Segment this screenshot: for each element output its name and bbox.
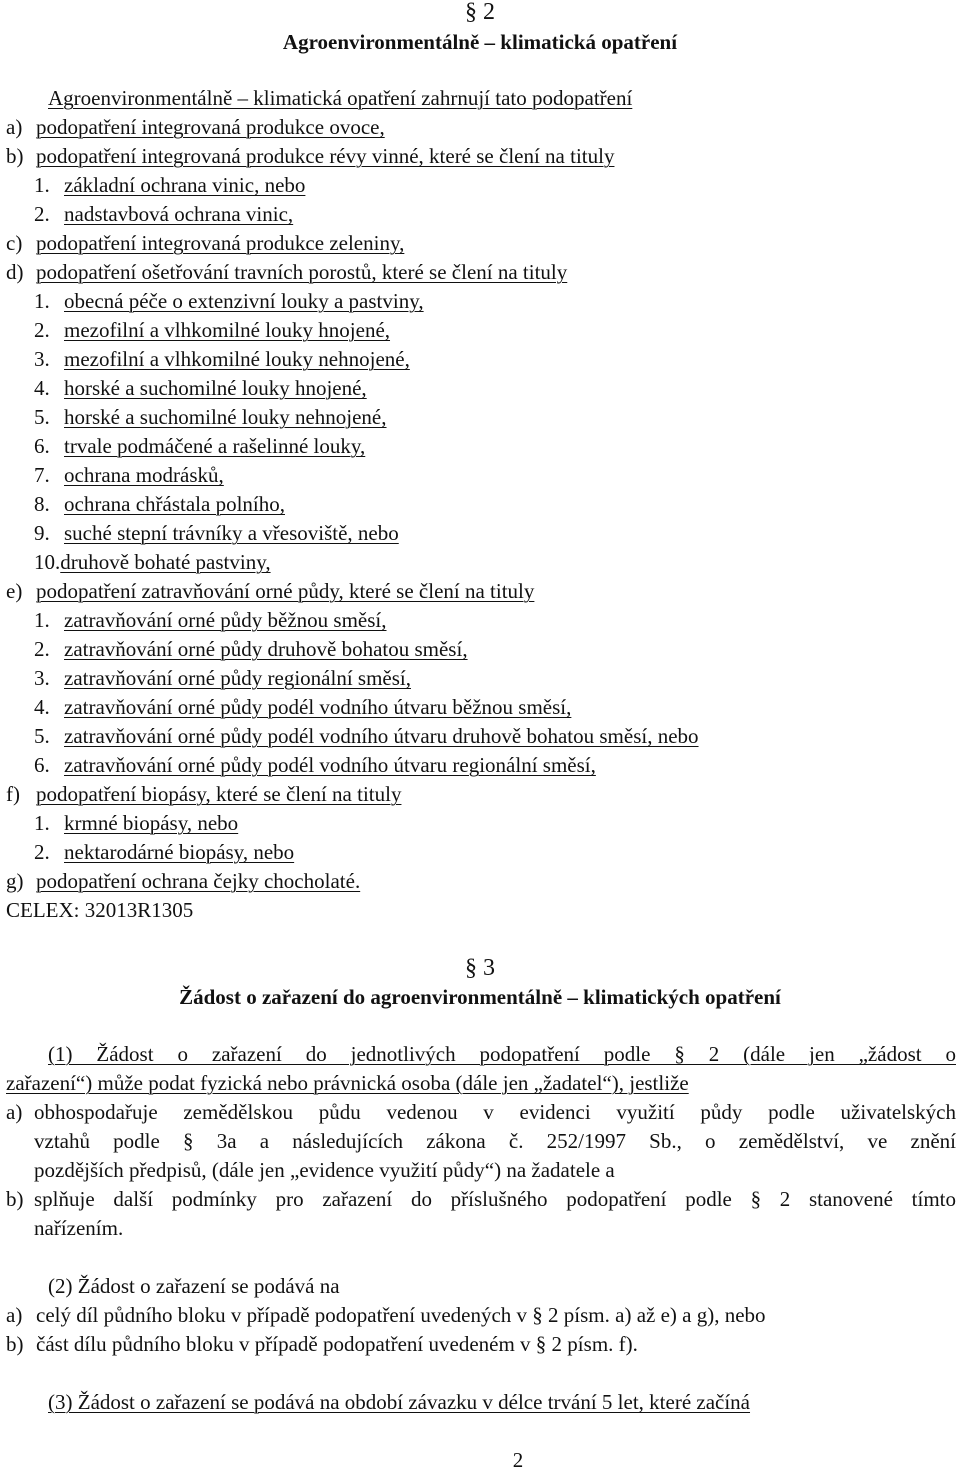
paragraph-3: (3) Žádost o zařazení se podává na období závazku v délce trvání 5 let, které začíná: [48, 1390, 751, 1414]
paragraph-1-item-a-line-1: obhospodařuje zemědělskou půdu vedenou v evidenci využití půdy podle uživatelských: [34, 1100, 956, 1124]
paragraph-1-item-b-line-2: nařízením.: [34, 1216, 124, 1240]
title-text: zatravňování orné půdy regionální směsí,: [64, 666, 411, 690]
list-item-b: [6, 144, 614, 168]
title-num: 5.: [34, 724, 50, 748]
title-num: 1.: [34, 811, 50, 835]
list-mark: a): [6, 1303, 23, 1327]
list-text: část dílu půdního bloku v případě podopatření uvedeném v § 2 písm. f).: [36, 1332, 638, 1356]
paragraph-2-item-b: [6, 1332, 638, 1356]
title-item: [34, 289, 424, 313]
title-num: 2.: [34, 637, 50, 661]
title-num: 1.: [34, 173, 50, 197]
paragraph-1-line-1: (1) Žádost o zařazení do jednotlivých podopatření podle § 2 (dále jen „žádost o: [48, 1042, 956, 1066]
paragraph-2-item-a: [6, 1303, 766, 1327]
title-num: 4.: [34, 695, 50, 719]
title-text: trvale podmáčené a rašelinné louky,: [64, 434, 366, 458]
title-text: horské a suchomilné louky hnojené,: [64, 376, 367, 400]
list-text: podopatření zatravňování orné půdy, které se člení na tituly: [36, 579, 535, 603]
paragraph-1-line-2: zařazení“) může podat fyzická nebo právnická osoba (dále jen „žadatel“), jestliže: [6, 1071, 689, 1095]
paragraph-2: (2) Žádost o zařazení se podává na: [48, 1274, 340, 1298]
title-text: zatravňování orné půdy podél vodního útvaru běžnou směsí,: [64, 695, 572, 719]
paragraph-1-item-a-mark: a): [6, 1100, 23, 1124]
list-mark: c): [6, 231, 23, 255]
title-text: mezofilní a vlhkomilné louky hnojené,: [64, 318, 391, 342]
title-num: 10.: [34, 550, 61, 574]
list-mark: g): [6, 869, 24, 893]
title-num: 9.: [34, 521, 50, 545]
list-item-f: [6, 782, 401, 806]
list-mark: b): [6, 144, 24, 168]
title-num: 3.: [34, 347, 50, 371]
title-num: 3.: [34, 666, 50, 690]
title-text: obecná péče o extenzivní louky a pastviny,: [64, 289, 424, 313]
list-item-a: [6, 115, 385, 139]
title-text: základní ochrana vinic, nebo: [64, 173, 306, 197]
paragraph-1-item-b-line-1: splňuje další podmínky pro zařazení do příslušného podopatření podle § 2 stanovené tímto: [34, 1187, 956, 1211]
title-text: zatravňování orné půdy podél vodního útvaru regionální směsí,: [64, 753, 596, 777]
title-item: [34, 811, 238, 835]
title-num: 7.: [34, 463, 50, 487]
list-text: podopatření biopásy, které se člení na tituly: [36, 782, 402, 806]
title-item: [34, 173, 305, 197]
title-item: [34, 637, 468, 661]
title-item: [34, 463, 224, 487]
section-3-heading: § 3: [465, 955, 495, 981]
title-text: ochrana chřástala polního,: [64, 492, 285, 516]
list-item-g: [6, 869, 360, 893]
list-item-e: [6, 579, 534, 603]
paragraph-1-item-b-mark: b): [6, 1187, 24, 1211]
title-text: ochrana modrásků,: [64, 463, 224, 487]
section-2-intro: Agroenvironmentálně – klimatická opatření zahrnují tato podopatření: [48, 86, 633, 110]
list-mark: b): [6, 1332, 24, 1356]
title-text: zatravňování orné půdy běžnou směsí,: [64, 608, 387, 632]
title-item: [34, 202, 293, 226]
section-3-title: Žádost o zařazení do agroenvironmentálně – klimatických opatření: [179, 985, 781, 1009]
list-mark: f): [6, 782, 20, 806]
section-2-heading: § 2: [465, 0, 495, 25]
title-item: [34, 492, 285, 516]
title-item: [34, 376, 367, 400]
title-text: nektarodárné biopásy, nebo: [64, 840, 295, 864]
title-num: 6.: [34, 434, 50, 458]
title-text: zatravňování orné půdy podél vodního útvaru druhově bohatou směsí, nebo: [64, 724, 699, 748]
title-item: [34, 840, 294, 864]
title-item: [34, 666, 411, 690]
title-num: 5.: [34, 405, 50, 429]
list-text: podopatření integrovaná produkce ovoce,: [36, 115, 385, 139]
title-num: 1.: [34, 289, 50, 313]
list-text: podopatření integrovaná produkce révy vinné, které se člení na tituly: [36, 144, 615, 168]
title-item: [34, 434, 365, 458]
section-2-title: Agroenvironmentálně – klimatická opatření: [282, 30, 678, 54]
list-mark: d): [6, 260, 24, 284]
title-item: [34, 608, 387, 632]
list-item-c: [6, 231, 404, 255]
list-text: podopatření integrovaná produkce zeleniny,: [36, 231, 405, 255]
title-item: [34, 347, 410, 371]
list-mark: e): [6, 579, 23, 603]
title-text: mezofilní a vlhkomilné louky nehnojené,: [64, 347, 410, 371]
title-num: 6.: [34, 753, 50, 777]
title-text: druhově bohaté pastviny,: [60, 550, 271, 574]
title-item: [34, 318, 390, 342]
title-num: 2.: [34, 202, 50, 226]
list-item-d: [6, 260, 567, 284]
celex-reference: CELEX: 32013R1305: [6, 898, 194, 922]
title-item: [34, 695, 571, 719]
title-text: horské a suchomilné louky nehnojené,: [64, 405, 387, 429]
title-num: 1.: [34, 608, 50, 632]
title-item: [34, 521, 399, 545]
list-text: podopatření ošetřování travních porostů, které se člení na tituly: [36, 260, 568, 284]
title-text: suché stepní trávníky a vřesoviště, nebo: [64, 521, 399, 545]
page-number: 2: [512, 1448, 524, 1472]
list-text: celý díl půdního bloku v případě podopatření uvedených v § 2 písm. a) až e) a g), nebo: [36, 1303, 766, 1327]
title-text: krmné biopásy, nebo: [64, 811, 239, 835]
list-text: podopatření ochrana čejky chocholaté.: [36, 869, 361, 893]
title-item: [34, 724, 699, 748]
title-num: 2.: [34, 318, 50, 342]
list-mark: a): [6, 115, 23, 139]
paragraph-1-item-a-line-3: pozdějších předpisů, (dále jen „evidence využití půdy“) na žadatele a: [34, 1158, 615, 1182]
title-text: zatravňování orné půdy druhově bohatou směsí,: [64, 637, 468, 661]
title-item: [34, 550, 271, 574]
title-item: [34, 753, 596, 777]
title-num: 2.: [34, 840, 50, 864]
title-num: 4.: [34, 376, 50, 400]
title-text: nadstavbová ochrana vinic,: [64, 202, 294, 226]
paragraph-1-item-a-line-2: vztahů podle § 3a a následujících zákona č. 252/1997 Sb., o zemědělství, ve znění: [34, 1129, 956, 1153]
title-num: 8.: [34, 492, 50, 516]
title-item: [34, 405, 387, 429]
